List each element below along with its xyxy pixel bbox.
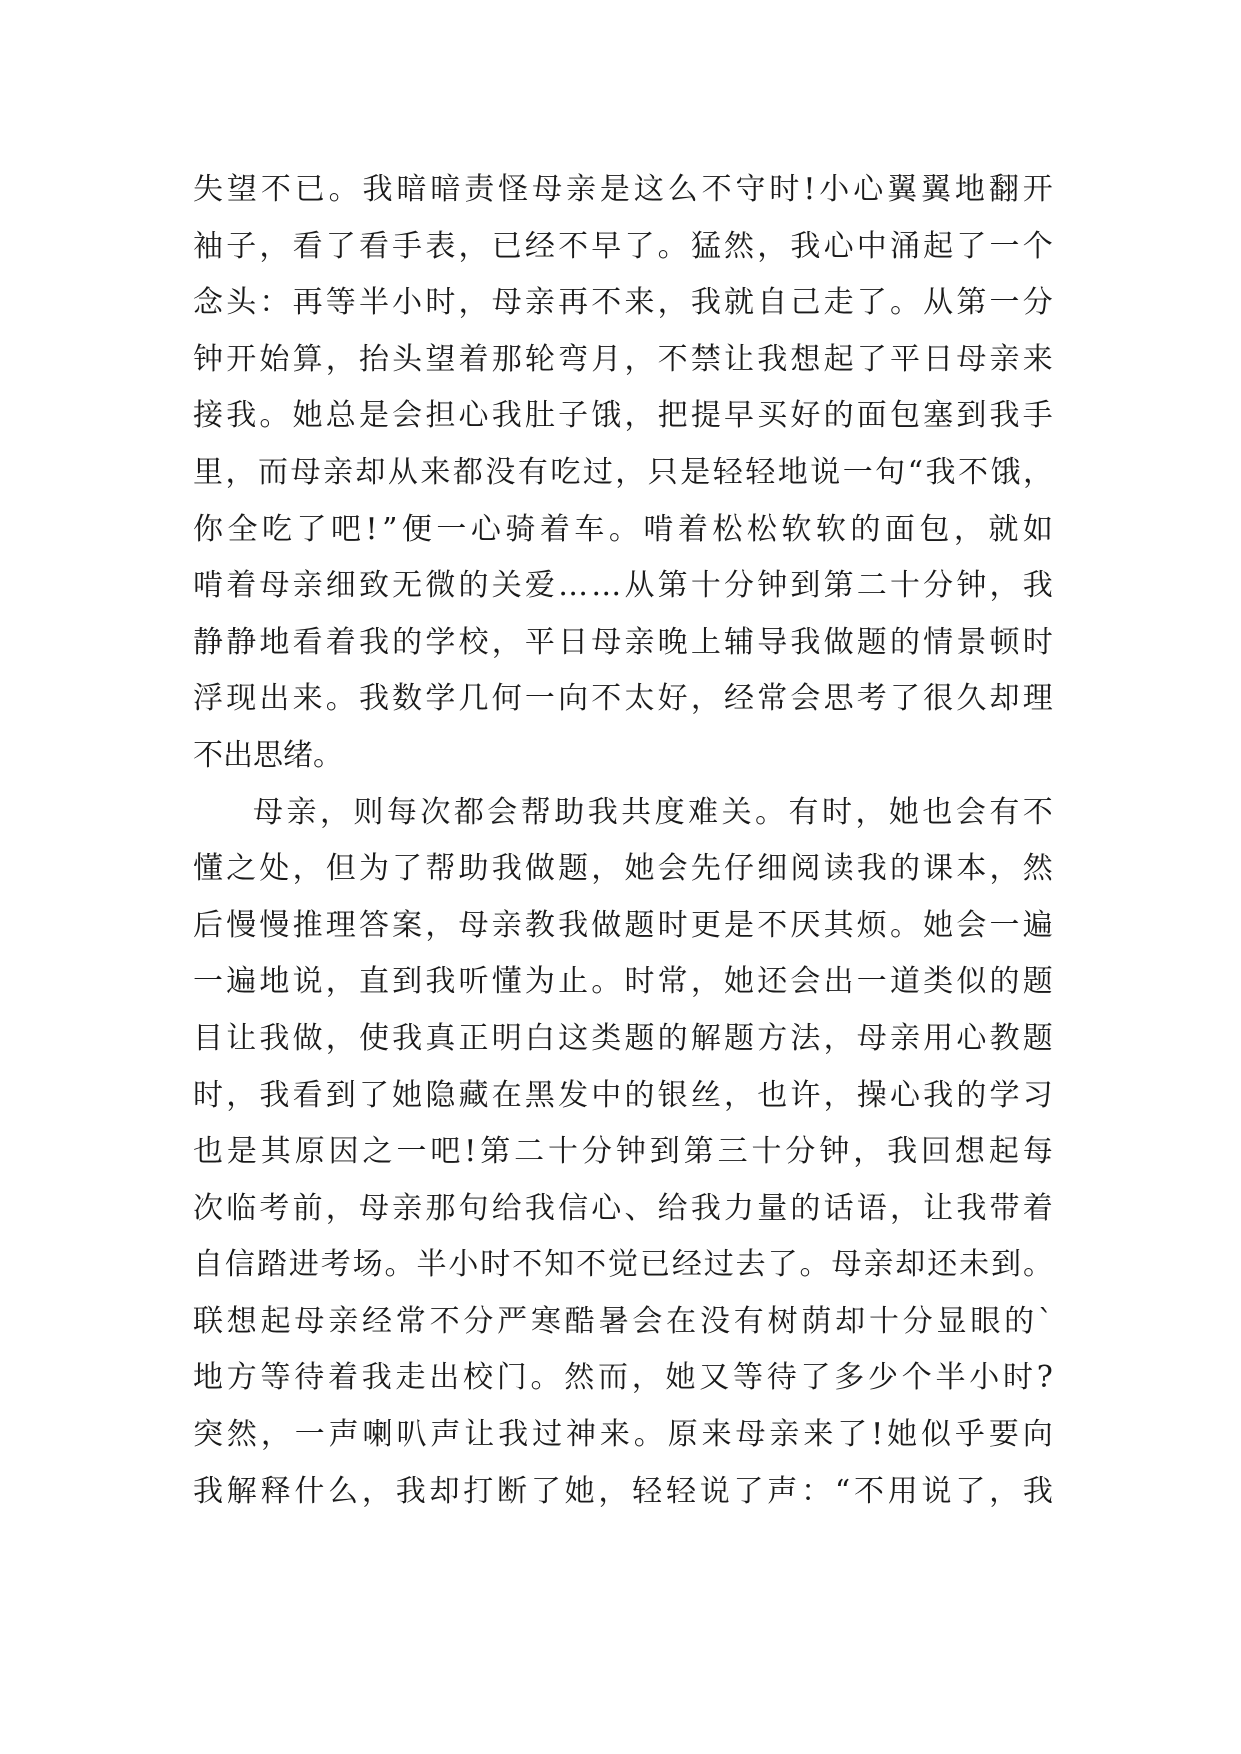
text-line: 浮 现 出 来 。 我 数 学 几 何 一 向 不 太 好 ， 经 常 会 思 考 了 很 久 却 理 — [193, 681, 1053, 717]
text-line: 啃 着 母 亲 细 致 无 微 的 关 爱 … … 从 第 十 分 钟 到 第 二 十 分 钟 ， 我 — [193, 568, 1053, 604]
text-line: 不 出 思 绪 。 — [193, 737, 343, 773]
text-line: 时 ， 我 看 到 了 她 隐 藏 在 黑 发 中 的 银 丝 ， 也 许 ， 操 心 我 的 学 习 — [193, 1077, 1053, 1113]
text-line: 目 让 我 做 ， 使 我 真 正 明 白 这 类 题 的 解 题 方 法 ， 母 亲 用 心 教 题 — [193, 1020, 1053, 1056]
text-line: 次 临 考 前 ， 母 亲 那 句 给 我 信 心 、 给 我 力 量 的 话 语 ， 让 我 带 着 — [193, 1190, 1053, 1226]
text-line: 也 是 其 原 因 之 一 吧 ! 第 二 十 分 钟 到 第 三 十 分 钟 ， 我 回 想 起 每 — [193, 1134, 1053, 1170]
body-text — [193, 162, 1053, 1520]
text-line: 袖 子 ， 看 了 看 手 表 ， 已 经 不 早 了 。 猛 然 ， 我 心 中 涌 起 了 一 个 — [193, 228, 1053, 264]
text-line: 联 想 起 母 亲 经 常 不 分 严 寒 酷 暑 会 在 没 有 树 荫 却 十 分 显 眼 的 ` — [193, 1303, 1053, 1339]
text-line: 后 慢 慢 推 理 答 案 ， 母 亲 教 我 做 题 时 更 是 不 厌 其 烦 。 她 会 一 遍 — [193, 907, 1053, 943]
text-line: 地 方 等 待 着 我 走 出 校 门 。 然 而 ， 她 又 等 待 了 多 少 个 半 小 时 ? — [193, 1360, 1053, 1396]
text-line: 接 我 。 她 总 是 会 担 心 我 肚 子 饿 ， 把 提 早 买 好 的 面 包 塞 到 我 手 — [193, 398, 1053, 434]
text-line: 念 头 ： 再 等 半 小 时 ， 母 亲 再 不 来 ， 我 就 自 己 走 了 。 从 第 一 分 — [193, 285, 1053, 321]
text-line: 突 然 ， 一 声 喇 叭 声 让 我 过 神 来 。 原 来 母 亲 来 了 ! 她 似 乎 要 向 — [193, 1417, 1053, 1453]
text-line: 静 静 地 看 着 我 的 学 校 ， 平 日 母 亲 晚 上 辅 导 我 做 题 的 情 景 顿 时 — [193, 624, 1053, 660]
paragraph-start-line: 母 亲 ， 则 每 次 都 会 帮 助 我 共 度 难 关 。 有 时 ， 她 也 会 有 不 — [253, 794, 1053, 830]
text-line: 钟 开 始 算 ， 抬 头 望 着 那 轮 弯 月 ， 不 禁 让 我 想 起 了 平 日 母 亲 来 — [193, 341, 1053, 377]
text-line: 懂 之 处 ， 但 为 了 帮 助 我 做 题 ， 她 会 先 仔 细 阅 读 我 的 课 本 ， 然 — [193, 851, 1053, 887]
text-line: 里 ， 而 母 亲 却 从 来 都 没 有 吃 过 ， 只 是 轻 轻 地 说 一 句 “ 我 不 饿 ， — [193, 454, 1053, 490]
text-line: 一 遍 地 说 ， 直 到 我 听 懂 为 止 。 时 常 ， 她 还 会 出 一 道 类 似 的 题 — [193, 964, 1053, 1000]
text-line: 自 信 踏 进 考 场 。 半 小 时 不 知 不 觉 已 经 过 去 了 。 母 亲 却 还 未 到 。 — [193, 1247, 1053, 1283]
text-line: 你 全 吃 了 吧 ! ” 便 一 心 骑 着 车 。 啃 着 松 松 软 软 的 面 包 ， 就 如 — [193, 511, 1053, 547]
text-line: 失 望 不 已 。 我 暗 暗 责 怪 母 亲 是 这 么 不 守 时 ! 小 心 翼 翼 地 翻 开 — [193, 172, 1053, 207]
text-line: 我 解 释 什 么 ， 我 却 打 断 了 她 ， 轻 轻 说 了 声 ： “ 不 用 说 了 ， 我 — [193, 1473, 1053, 1509]
